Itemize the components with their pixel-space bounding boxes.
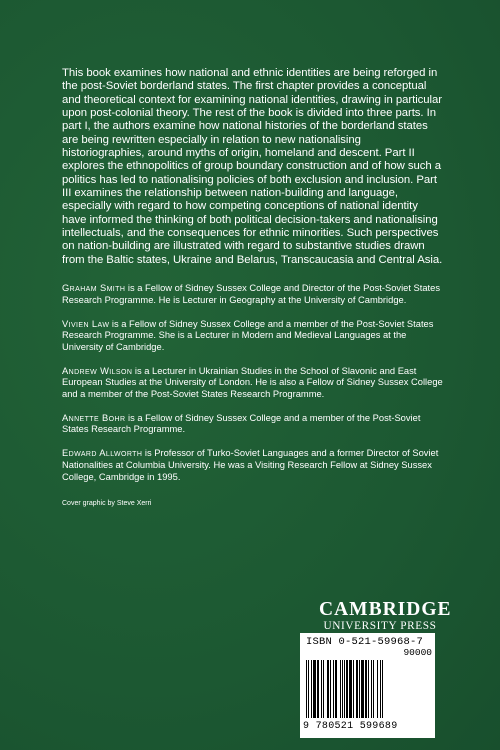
publisher-name: CAMBRIDGE — [319, 599, 452, 620]
barcode-icon — [306, 660, 430, 718]
author-name: Graham Smith — [62, 283, 126, 294]
author-bio-text: is a Lecturer in Ukrainian Studies in the School of Slavonic and East European Studies at the University of London. He is also a Fellow of Sidney Sussex College and a member of the Post-Soviet States Research Programme. — [62, 365, 443, 400]
price-code: 90000 — [403, 647, 432, 658]
barcode-bar — [383, 660, 384, 718]
author-name: Annette Bohr — [62, 412, 126, 423]
cover-credit: Cover graphic by Steve Xerri — [62, 500, 152, 508]
book-blurb: This book examines how national and ethnic identities are being reforged in the post-Soviet borderland states. The first chapter provides a conceptual and theoretical context for examining national identities, drawing in particular upon post-colonial theory. The rest of the book is divided into three parts. In part I, the authors examine how national histories of the borderland states are being rewritten especially in relation to new nationalising historiographies, around myths of origin, homeland and descent. Part II explores the ethnopolitics of group boundary construction and of how such a politics has led to nationalising policies of both exclusion and inclusion. Part III examines the relationship between nation-building and language, especially with regard to how competing conceptions of national identity have informed the thinking of both political decision-takers and nationalising intellectuals, and the consequences for ethnic minorities. Such perspectives on nation-building are illustrated with regard to substantive studies drawn from the Baltic states, Ukraine and Belarus, Transcaucasia and Central Asia. — [62, 67, 443, 266]
author-bio-text: is a Fellow of Sidney Sussex College and a member of the Post-Soviet States Research Programme. — [62, 412, 421, 435]
author-name: Vivien Law — [62, 318, 110, 329]
author-bio-wilson — [62, 366, 444, 401]
author-bio-smith — [62, 283, 444, 306]
author-bio-text: is a Fellow of Sidney Sussex College and a member of the Post-Soviet States Research Programme. She is a Lecturer in Modern and Medieval Languages at the University of Cambridge. — [62, 318, 434, 352]
publisher-subtitle: UNIVERSITY PRESS — [323, 620, 437, 632]
author-bio-law — [62, 319, 444, 354]
cover-text — [62, 67, 444, 508]
isbn-number: ISBN 0-521-59968-7 — [306, 636, 424, 648]
publisher-logo — [319, 599, 452, 633]
author-bio-bohr — [62, 413, 444, 436]
author-bio-text: is Professor of Turko-Soviet Languages and a former Director of Soviet Nationalities at Columbia University. He was a Visiting Research Fellow at Sidney Sussex College, Cambridge in 1995. — [62, 448, 439, 482]
author-name: Andrew Wilson — [62, 365, 133, 376]
author-bio-allworth — [62, 448, 444, 483]
author-bio-text: is a Fellow of Sidney Sussex College and Director of the Post-Soviet States Research Programme. He is Lecturer in Geography at the University of Cambridge. — [62, 283, 441, 305]
barcode-label — [300, 633, 435, 738]
barcode-digits: 9 780521 599689 — [303, 721, 398, 732]
author-name: Edward Allworth — [62, 448, 143, 459]
